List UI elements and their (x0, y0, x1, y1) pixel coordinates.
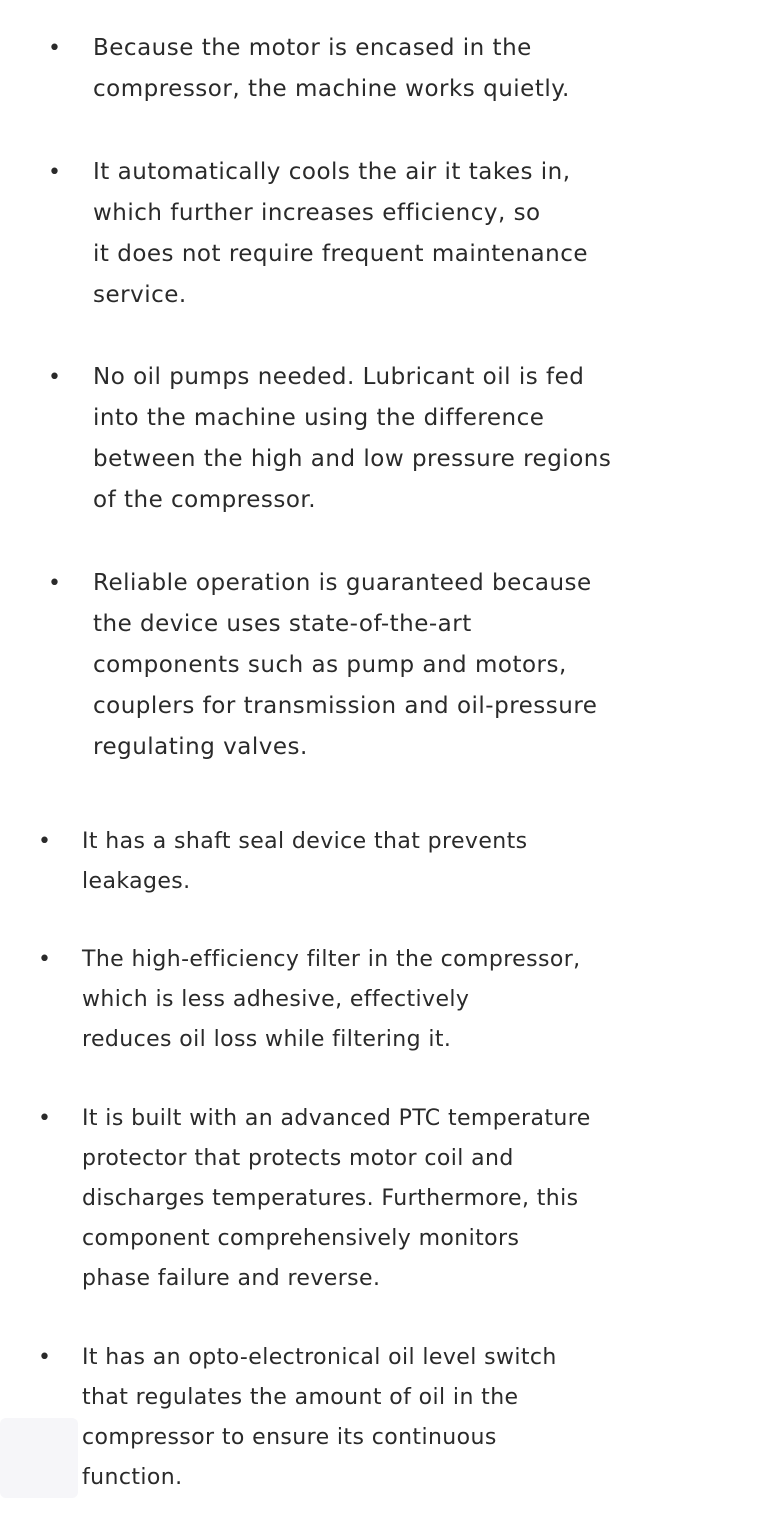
corner-shade (0, 1418, 78, 1498)
list-item-text: The high-efficiency filter in the compressor, which is less adhesive, effectively reduces oil loss while filtering it. (82, 947, 581, 1052)
bullet-dot: • (38, 829, 51, 854)
list-item-text: It is built with an advanced PTC temperature protector that protects motor coil and discharges temperatures. Furthermore, this component comprehensively monitors phase failure and reverse. (82, 1106, 591, 1291)
list-item-text: It has an opto-electronical oil level switch that regulates the amount of oil in the compressor to ensure its continuous function. (82, 1345, 557, 1490)
list-item-text: It automatically cools the air it takes in, which further increases efficiency, so it does not require frequent maintenance service. (93, 159, 589, 308)
bullet-dot: • (38, 947, 51, 972)
list-item-text: No oil pumps needed. Lubricant oil is fed into the machine using the difference between the high and low pressure regions of the compressor. (93, 364, 612, 513)
bullet-dot: • (38, 1106, 51, 1131)
list-item-text: It has a shaft seal device that prevents leakages. (82, 829, 528, 894)
bullet-dot: • (48, 160, 61, 185)
bullet-dot: • (48, 571, 61, 596)
bullet-dot: • (48, 365, 61, 390)
list-item-text: Because the motor is encased in the compressor, the machine works quietly. (93, 35, 570, 102)
bullet-dot: • (38, 1345, 51, 1370)
bullet-dot: • (48, 36, 61, 61)
list-item-text: Reliable operation is guaranteed because the device uses state-of-the-art components such as pump and motors, couplers for transmission and oil-pressure regulating valves. (93, 570, 598, 760)
